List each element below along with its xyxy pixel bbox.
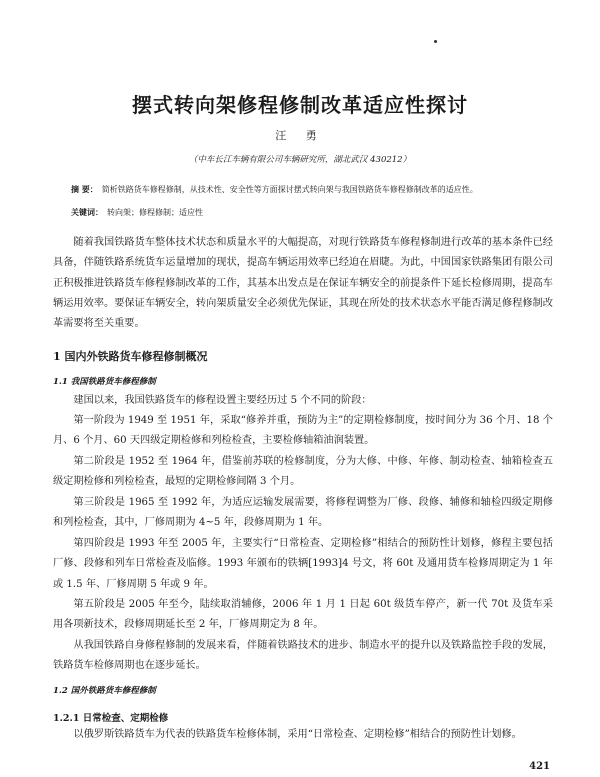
body-paragraph: 从我国铁路自身修程修制的发展来看，伴随着铁路技术的进步、制造水平的提升以及铁路监控手段的发展，铁路货车检修周期也在逐步延长。 (53, 640, 553, 672)
body-paragraph: 第四阶段是 1993 年至 2005 年，主要实行“日常检查、定期检修”相结合的预防性计划修，修程主要包括厂修、段修和列车日常检查及临修。1993 年颁布的铁辆[1993]4 号文，将 60t 及通用货车检修周期定为 1 年或 1.5 年、厂修周期 5 年或 9 年。 (53, 538, 553, 590)
keywords-text: 转向架；修程修制；适应性 (107, 208, 203, 217)
body-paragraph: 以俄罗斯铁路货车为代表的铁路货车检修体制，采用“日常检查、定期检修”相结合的预防性计划修。 (73, 729, 522, 740)
scan-speck (434, 40, 437, 43)
body-paragraph: 第五阶段是 2005 年至今，陆续取消辅修，2006 年 1 月 1 日起 60t 级货车停产，新一代 70t 及货车采用各项新技术，段修周期延长至 2 年，厂修周期定为 8 年。 (53, 599, 553, 631)
author-name: 汪 勇 (275, 129, 325, 142)
body-paragraph: 建国以来，我国铁路货车的修程设置主要经历过 5 个不同的阶段： (73, 395, 372, 406)
keywords-label: 关键词： (71, 207, 103, 217)
body-paragraph: 第二阶段是 1952 至 1964 年，借鉴前苏联的检修制度，分为大修、中修、年修、制动检查、轴箱检查五级定期检修和列检检查，最短的定期检修间隔 3 个月。 (53, 456, 553, 488)
keywords (71, 206, 551, 219)
page-number: 421 (529, 761, 550, 772)
section-1-2-1-heading: 1.2.1 日常检查、定期检修 (53, 713, 169, 724)
intro-paragraph: 随着我国铁路货车整体技术状态和质量水平的大幅提高，对现行铁路货车修程修制进行改革的基本条件已经具备，伴随铁路系统货车运量增加的现状，提高车辆运用效率已经迫在眉睫。为此，中国国家铁路集团有限公司正积极推进铁路货车修程修制改革的工作，其基本出发点是在保证车辆安全的前提条件下延长检修周期，提高车辆运用效率。要保证车辆安全，转向架质量安全必须优先保证，其现在所处的技术状态水平能否满足修程修制改革需要将至关重要。 (53, 237, 553, 330)
section-1-2-heading: 1.2 国外铁路货车修程修制 (53, 686, 156, 696)
body-paragraph: 第一阶段为 1949 至 1951 年，采取“修养并重，预防为主”的定期检修制度，按时间分为 36 个月、18 个月、6 个月、60 天四级定期检修和列检检查，主要检修轴箱油润装置。 (53, 415, 553, 447)
abstract-label: 摘 要： (71, 184, 98, 194)
paper-title: 摆式转向架修程修制改革适应性探讨 (132, 93, 468, 117)
section-1-1-heading: 1.1 我国铁路货车修程修制 (53, 377, 156, 387)
section-1-heading: 1 国内外铁路货车修程修制概况 (53, 350, 208, 363)
body-paragraph: 第三阶段是 1965 至 1992 年，为适应运输发展需要，将修程调整为厂修、段修、辅修和轴检四级定期修和列检检查，其中，厂修周期为 4~5 年，段修周期为 1 年。 (53, 497, 553, 529)
abstract-text: 简析铁路货车修程修制，从技术性、安全性等方面探讨摆式转向架与我国铁路货车修程修制改革的适应性。 (101, 185, 478, 194)
abstract (71, 183, 551, 196)
author-affiliation: （中车长江车辆有限公司车辆研究所，湖北武汉 430212） (188, 155, 412, 165)
